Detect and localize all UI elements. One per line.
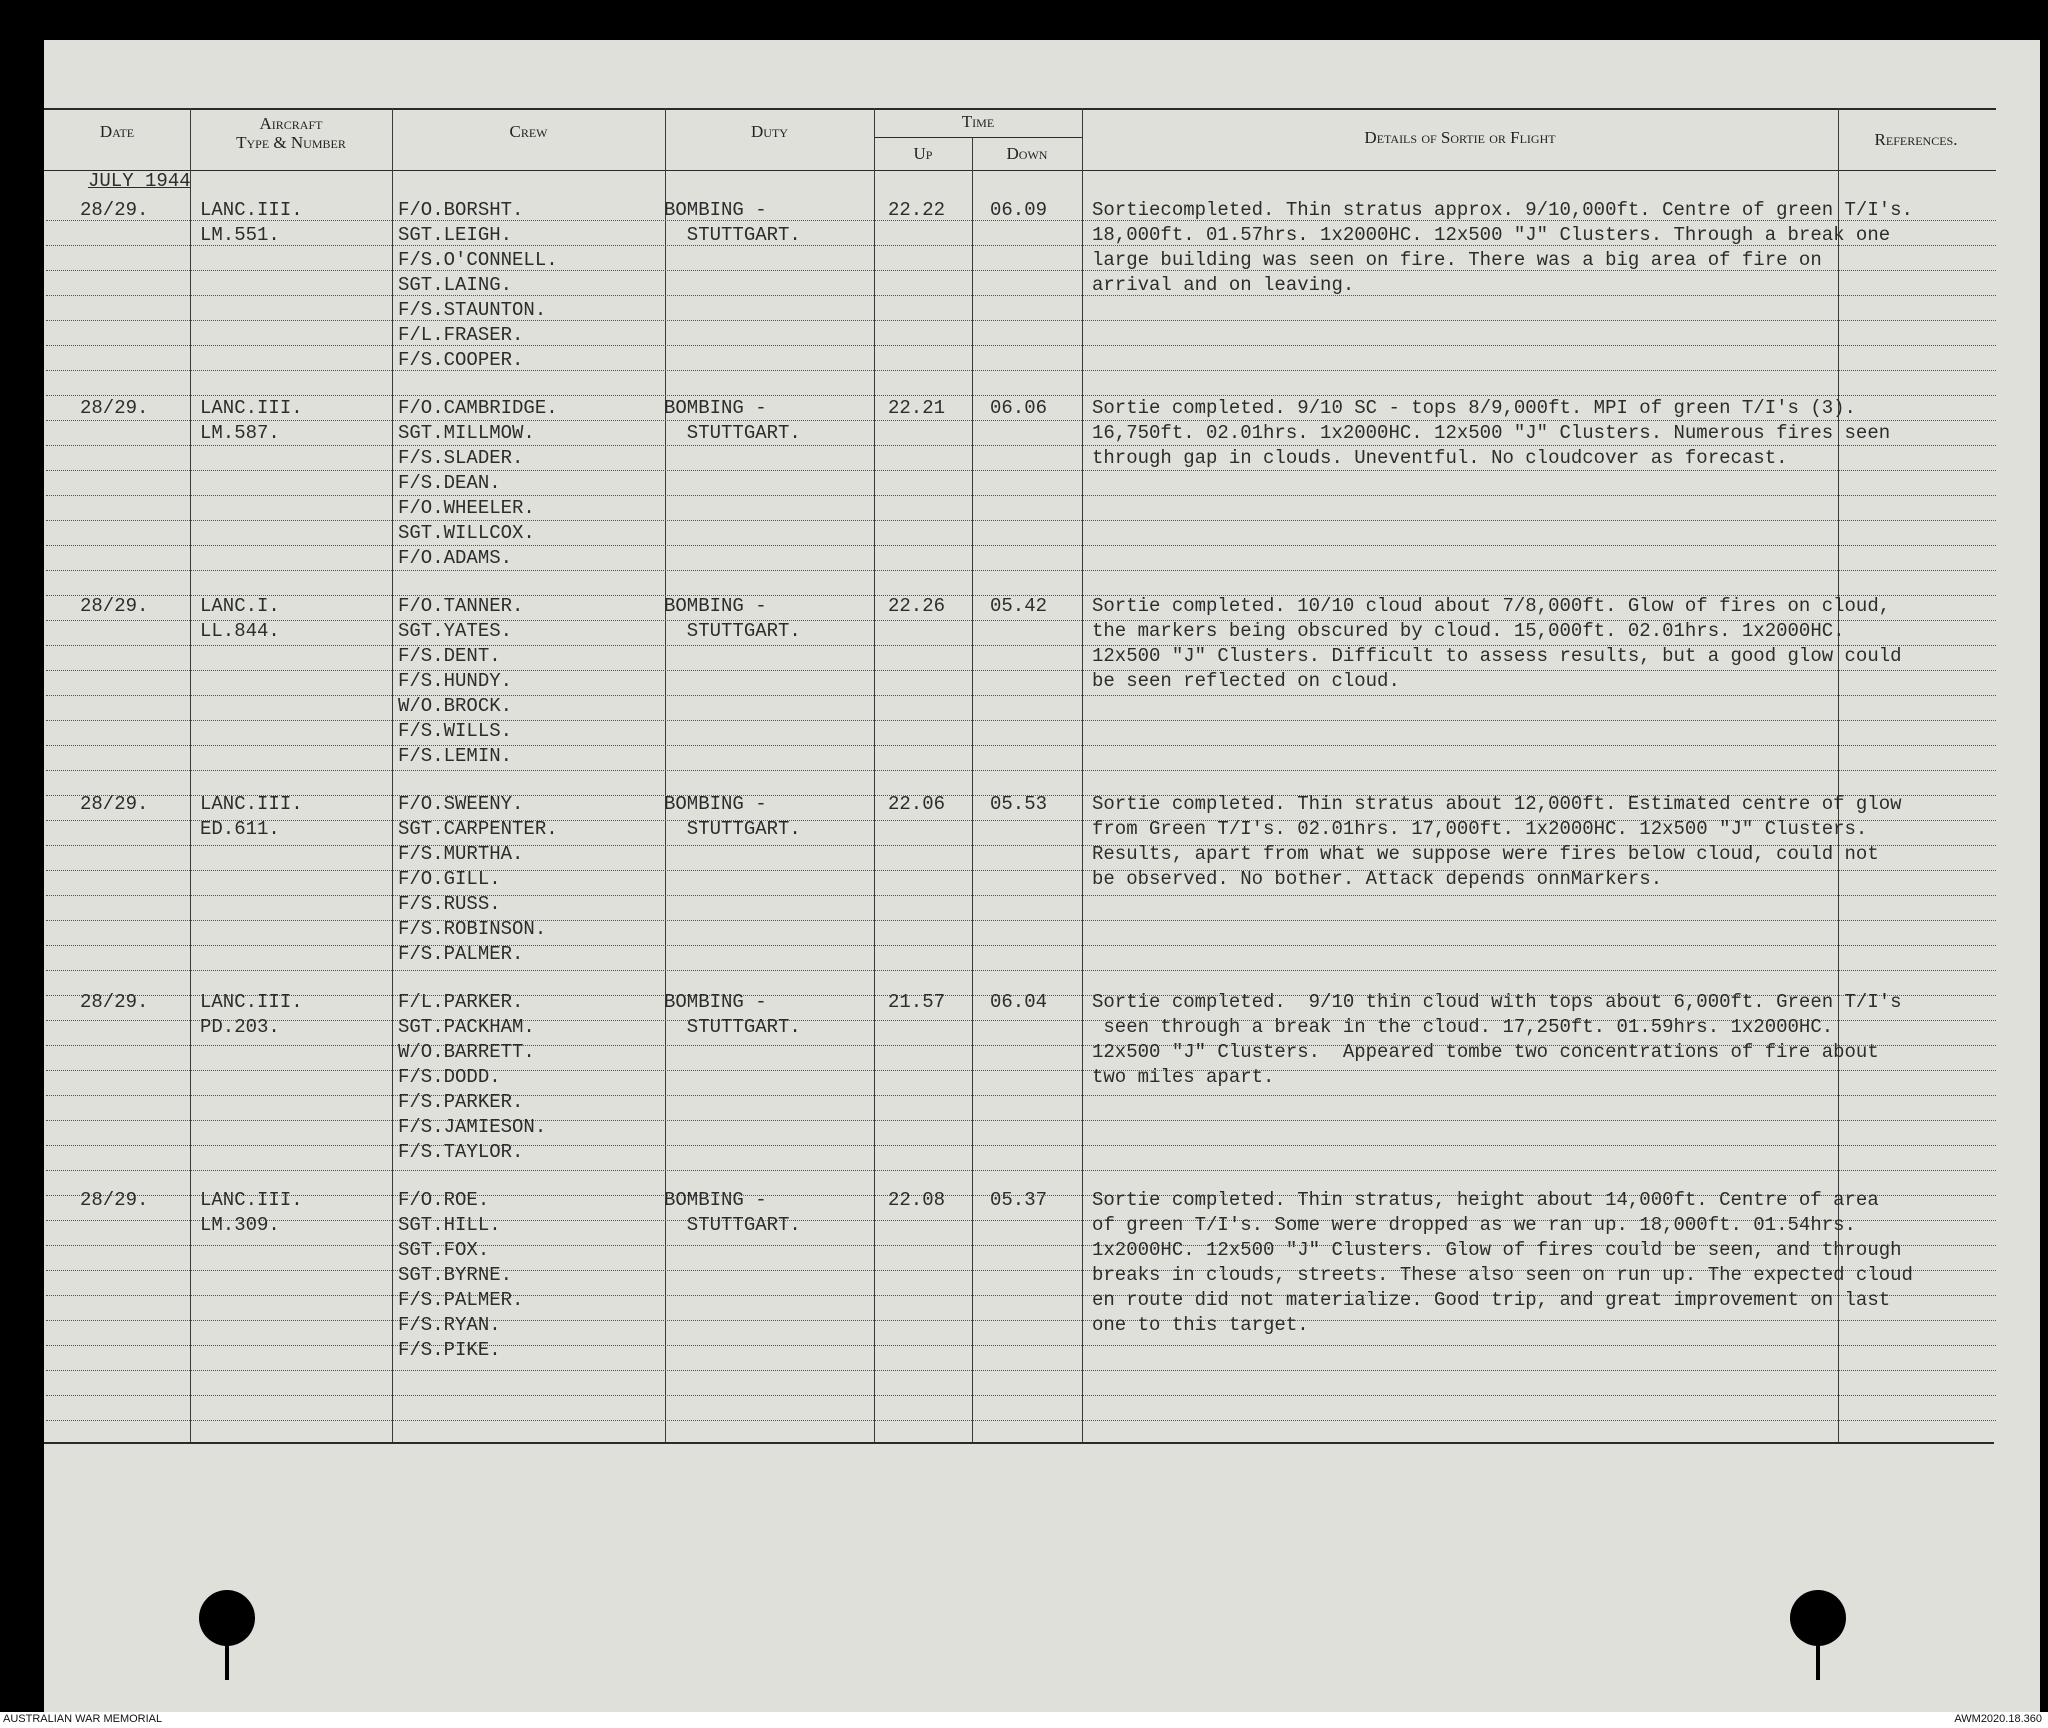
- entry-crew-member: SGT.WILLCOX.: [398, 522, 535, 544]
- entry-details-line: from Green T/I's. 02.01hrs. 17,000ft. 1x2000HC. 12x500 "J" Clusters.: [1092, 818, 1868, 840]
- entry-duty: BOMBING -: [664, 199, 767, 221]
- entry-details-line: 1x2000HC. 12x500 "J" Clusters. Glow of fires could be seen, and through: [1092, 1239, 1902, 1261]
- ruled-line: [46, 1320, 1996, 1321]
- entry-crew-member: W/O.BROCK.: [398, 695, 513, 717]
- entry-details-line: large building was seen on fire. There was a big area of fire on: [1092, 249, 1822, 271]
- entry-details-line: breaks in clouds, streets. These also seen on run up. The expected cloud: [1092, 1264, 1913, 1286]
- col-rule-duty: [874, 108, 875, 1442]
- entry-details-line: one to this target.: [1092, 1314, 1309, 1336]
- header-crew: Crew: [509, 122, 548, 141]
- entry-crew-member: F/S.PARKER.: [398, 1091, 524, 1113]
- entry-crew-member: SGT.LAING.: [398, 274, 513, 296]
- time-divider-rule: [874, 137, 1082, 138]
- entry-duty: BOMBING -: [664, 793, 767, 815]
- entry-duty: STUTTGART.: [664, 1016, 801, 1038]
- ruled-line: [46, 945, 1996, 946]
- entry-time-up: 22.06: [888, 793, 946, 815]
- entry-time-down: 05.42: [990, 595, 1048, 617]
- entry-date: 28/29.: [80, 397, 149, 419]
- ruled-line: [46, 870, 1996, 871]
- entry-crew-member: F/S.DENT.: [398, 645, 501, 667]
- entry-crew-member: F/S.RUSS.: [398, 893, 501, 915]
- ruled-line: [46, 770, 1996, 771]
- ruled-line: [46, 695, 1996, 696]
- ruled-line: [46, 1170, 1996, 1171]
- entry-time-up: 22.08: [888, 1189, 946, 1211]
- entry-details-line: two miles apart.: [1092, 1066, 1275, 1088]
- entry-crew-member: F/O.BORSHT.: [398, 199, 524, 221]
- header-details: Details of Sortie or Flight: [1364, 128, 1556, 147]
- entry-duty: STUTTGART.: [664, 224, 801, 246]
- ruled-line: [46, 545, 1996, 546]
- entry-aircraft: LM.551.: [200, 224, 280, 246]
- entry-crew-member: SGT.BYRNE.: [398, 1264, 513, 1286]
- entry-details-line: Sortiecompleted. Thin stratus approx. 9/10,000ft. Centre of green T/I's.: [1092, 199, 1913, 221]
- ruled-line: [46, 745, 1996, 746]
- ruled-line: [46, 1420, 1996, 1421]
- entry-time-down: 05.53: [990, 793, 1048, 815]
- entry-details-line: be seen reflected on cloud.: [1092, 670, 1400, 692]
- entry-crew-member: F/S.COOPER.: [398, 349, 524, 371]
- month-heading: JULY 1944: [88, 170, 191, 192]
- entry-details-line: 16,750ft. 02.01hrs. 1x2000HC. 12x500 "J" Clusters. Numerous fires seen: [1092, 422, 1891, 444]
- entry-crew-member: F/S.TAYLOR.: [398, 1141, 524, 1163]
- entry-crew-member: F/S.LEMIN.: [398, 745, 513, 767]
- footer-accession: AWM2020.18.360: [1954, 1713, 2042, 1725]
- ruled-line: [46, 570, 1996, 571]
- entry-details-line: be observed. No bother. Attack depends onnMarkers.: [1092, 868, 1663, 890]
- header-aircraft-line1: Aircraft: [259, 114, 323, 133]
- ruled-line: [46, 1145, 1996, 1146]
- entry-crew-member: F/L.FRASER.: [398, 324, 524, 346]
- binder-hole-left: [199, 1590, 255, 1646]
- entry-time-up: 22.26: [888, 595, 946, 617]
- entry-crew-member: F/S.DEAN.: [398, 472, 501, 494]
- ruled-line: [46, 720, 1996, 721]
- entry-crew-member: F/O.ADAMS.: [398, 547, 513, 569]
- col-rule-date: [190, 108, 191, 1442]
- entry-aircraft: LANC.III.: [200, 199, 303, 221]
- ruled-line: [46, 1070, 1996, 1071]
- entry-aircraft: LM.309.: [200, 1214, 280, 1236]
- col-rule-crew: [665, 108, 666, 1442]
- header-aircraft-line2: Type & Number: [236, 133, 346, 152]
- entry-crew-member: F/S.SLADER.: [398, 447, 524, 469]
- entry-details-line: Sortie completed. Thin stratus, height about 14,000ft. Centre of area: [1092, 1189, 1879, 1211]
- entry-date: 28/29.: [80, 793, 149, 815]
- entry-aircraft: LL.844.: [200, 620, 280, 642]
- col-rule-down: [1082, 108, 1083, 1442]
- entry-crew-member: SGT.YATES.: [398, 620, 513, 642]
- entry-details-line: 18,000ft. 01.57hrs. 1x2000HC. 12x500 "J" Clusters. Through a break one: [1092, 224, 1891, 246]
- entry-details-line: arrival and on leaving.: [1092, 274, 1355, 296]
- entry-aircraft: LANC.III.: [200, 1189, 303, 1211]
- header-date: Date: [99, 122, 135, 141]
- entry-details-line: the markers being obscured by cloud. 15,000ft. 02.01hrs. 1x2000HC.: [1092, 620, 1845, 642]
- binder-hole-right: [1790, 1590, 1846, 1646]
- header-up: Up: [913, 144, 933, 163]
- entry-crew-member: F/S.RYAN.: [398, 1314, 501, 1336]
- ruled-line: [46, 895, 1996, 896]
- entry-crew-member: SGT.MILLMOW.: [398, 422, 535, 444]
- entry-time-up: 22.22: [888, 199, 946, 221]
- entry-aircraft: ED.611.: [200, 818, 280, 840]
- entry-crew-member: F/O.GILL.: [398, 868, 501, 890]
- entry-crew-member: SGT.LEIGH.: [398, 224, 513, 246]
- col-rule-aircraft: [392, 108, 393, 1442]
- ruled-line: [46, 345, 1996, 346]
- entry-aircraft: LANC.I.: [200, 595, 280, 617]
- entry-crew-member: F/S.ROBINSON.: [398, 918, 547, 940]
- entry-details-line: Results, apart from what we suppose were fires below cloud, could not: [1092, 843, 1879, 865]
- entry-details-line: Sortie completed. 9/10 SC - tops 8/9,000ft. MPI of green T/I's (3).: [1092, 397, 1856, 419]
- binder-slot-right: [1816, 1640, 1820, 1680]
- entry-time-down: 06.06: [990, 397, 1048, 419]
- entry-date: 28/29.: [80, 991, 149, 1013]
- entry-details-line: through gap in clouds. Uneventful. No cloudcover as forecast.: [1092, 447, 1788, 469]
- entry-date: 28/29.: [80, 1189, 149, 1211]
- header-aircraft: [190, 114, 392, 152]
- ruled-line: [46, 495, 1996, 496]
- header-bottom-rule: [44, 170, 1996, 171]
- entry-crew-member: F/S.STAUNTON.: [398, 299, 547, 321]
- ruled-line: [46, 670, 1996, 671]
- entry-crew-member: F/S.WILLS.: [398, 720, 513, 742]
- entry-duty: BOMBING -: [664, 991, 767, 1013]
- col-rule-up: [972, 137, 973, 1442]
- ruled-line: [46, 295, 1996, 296]
- entry-crew-member: F/S.PALMER.: [398, 1289, 524, 1311]
- entry-time-up: 21.57: [888, 991, 946, 1013]
- entry-crew-member: F/O.WHEELER.: [398, 497, 535, 519]
- entry-details-line: Sortie completed. Thin stratus about 12,000ft. Estimated centre of glow: [1092, 793, 1902, 815]
- entry-details-line: 12x500 "J" Clusters. Difficult to assess results, but a good glow could: [1092, 645, 1902, 667]
- ruled-line: [46, 1120, 1996, 1121]
- entry-crew-member: F/O.TANNER.: [398, 595, 524, 617]
- ruled-line: [46, 1395, 1996, 1396]
- entry-crew-member: F/O.ROE.: [398, 1189, 490, 1211]
- entry-crew-member: F/S.DODD.: [398, 1066, 501, 1088]
- entry-crew-member: SGT.HILL.: [398, 1214, 501, 1236]
- record-page: [44, 40, 2040, 1712]
- header-time: Time: [961, 112, 995, 131]
- ruled-line: [46, 1095, 1996, 1096]
- entry-duty: STUTTGART.: [664, 818, 801, 840]
- entry-duty: BOMBING -: [664, 595, 767, 617]
- entry-crew-member: SGT.FOX.: [398, 1239, 490, 1261]
- entry-duty: STUTTGART.: [664, 620, 801, 642]
- entry-crew-member: F/S.JAMIESON.: [398, 1116, 547, 1138]
- entry-details-line: Sortie completed. 10/10 cloud about 7/8,000ft. Glow of fires on cloud,: [1092, 595, 1891, 617]
- entry-date: 28/29.: [80, 595, 149, 617]
- entry-crew-member: F/O.SWEENY.: [398, 793, 524, 815]
- header-references: References.: [1874, 130, 1958, 149]
- entry-crew-member: SGT.CARPENTER.: [398, 818, 558, 840]
- footer-institution: AUSTRALIAN WAR MEMORIAL: [3, 1713, 163, 1725]
- header-duty: Duty: [751, 122, 788, 141]
- archive-footer: [0, 1712, 2048, 1728]
- ruled-line: [46, 920, 1996, 921]
- entry-duty: BOMBING -: [664, 1189, 767, 1211]
- entry-crew-member: F/S.PALMER.: [398, 943, 524, 965]
- entry-crew-member: F/S.HUNDY.: [398, 670, 513, 692]
- ruled-line: [46, 1345, 1996, 1346]
- entry-details-line: en route did not materialize. Good trip, and great improvement on last: [1092, 1289, 1891, 1311]
- ruled-line: [46, 1370, 1996, 1371]
- entry-aircraft: LANC.III.: [200, 793, 303, 815]
- header-down: Down: [1006, 144, 1048, 163]
- ruled-line: [46, 320, 1996, 321]
- entry-duty: STUTTGART.: [664, 422, 801, 444]
- entry-crew-member: F/L.PARKER.: [398, 991, 524, 1013]
- entry-crew-member: W/O.BARRETT.: [398, 1041, 535, 1063]
- entry-crew-member: F/S.O'CONNELL.: [398, 249, 558, 271]
- entry-details-line: of green T/I's. Some were dropped as we ran up. 18,000ft. 01.54hrs.: [1092, 1214, 1856, 1236]
- entry-crew-member: SGT.PACKHAM.: [398, 1016, 535, 1038]
- entry-aircraft: LM.587.: [200, 422, 280, 444]
- entry-crew-member: F/S.PIKE.: [398, 1339, 501, 1361]
- table-top-rule: [44, 108, 1996, 110]
- entry-details-line: seen through a break in the cloud. 17,250ft. 01.59hrs. 1x2000HC.: [1092, 1016, 1834, 1038]
- entry-date: 28/29.: [80, 199, 149, 221]
- entry-duty: BOMBING -: [664, 397, 767, 419]
- entry-time-down: 06.04: [990, 991, 1048, 1013]
- entry-details-line: Sortie completed. 9/10 thin cloud with tops about 6,000ft. Green T/I's: [1092, 991, 1902, 1013]
- ruled-line: [46, 520, 1996, 521]
- entry-time-up: 22.21: [888, 397, 946, 419]
- entry-aircraft: LANC.III.: [200, 397, 303, 419]
- binder-slot-left: [225, 1640, 229, 1680]
- entry-details-line: 12x500 "J" Clusters. Appeared tombe two concentrations of fire about: [1092, 1041, 1879, 1063]
- entry-duty: STUTTGART.: [664, 1214, 801, 1236]
- ruled-line: [46, 370, 1996, 371]
- entry-crew-member: F/O.CAMBRIDGE.: [398, 397, 558, 419]
- entry-aircraft: PD.203.: [200, 1016, 280, 1038]
- entry-aircraft: LANC.III.: [200, 991, 303, 1013]
- ruled-line: [46, 970, 1996, 971]
- entry-crew-member: F/S.MURTHA.: [398, 843, 524, 865]
- entry-time-down: 06.09: [990, 199, 1048, 221]
- table-bottom-rule: [44, 1442, 1994, 1444]
- entry-time-down: 05.37: [990, 1189, 1048, 1211]
